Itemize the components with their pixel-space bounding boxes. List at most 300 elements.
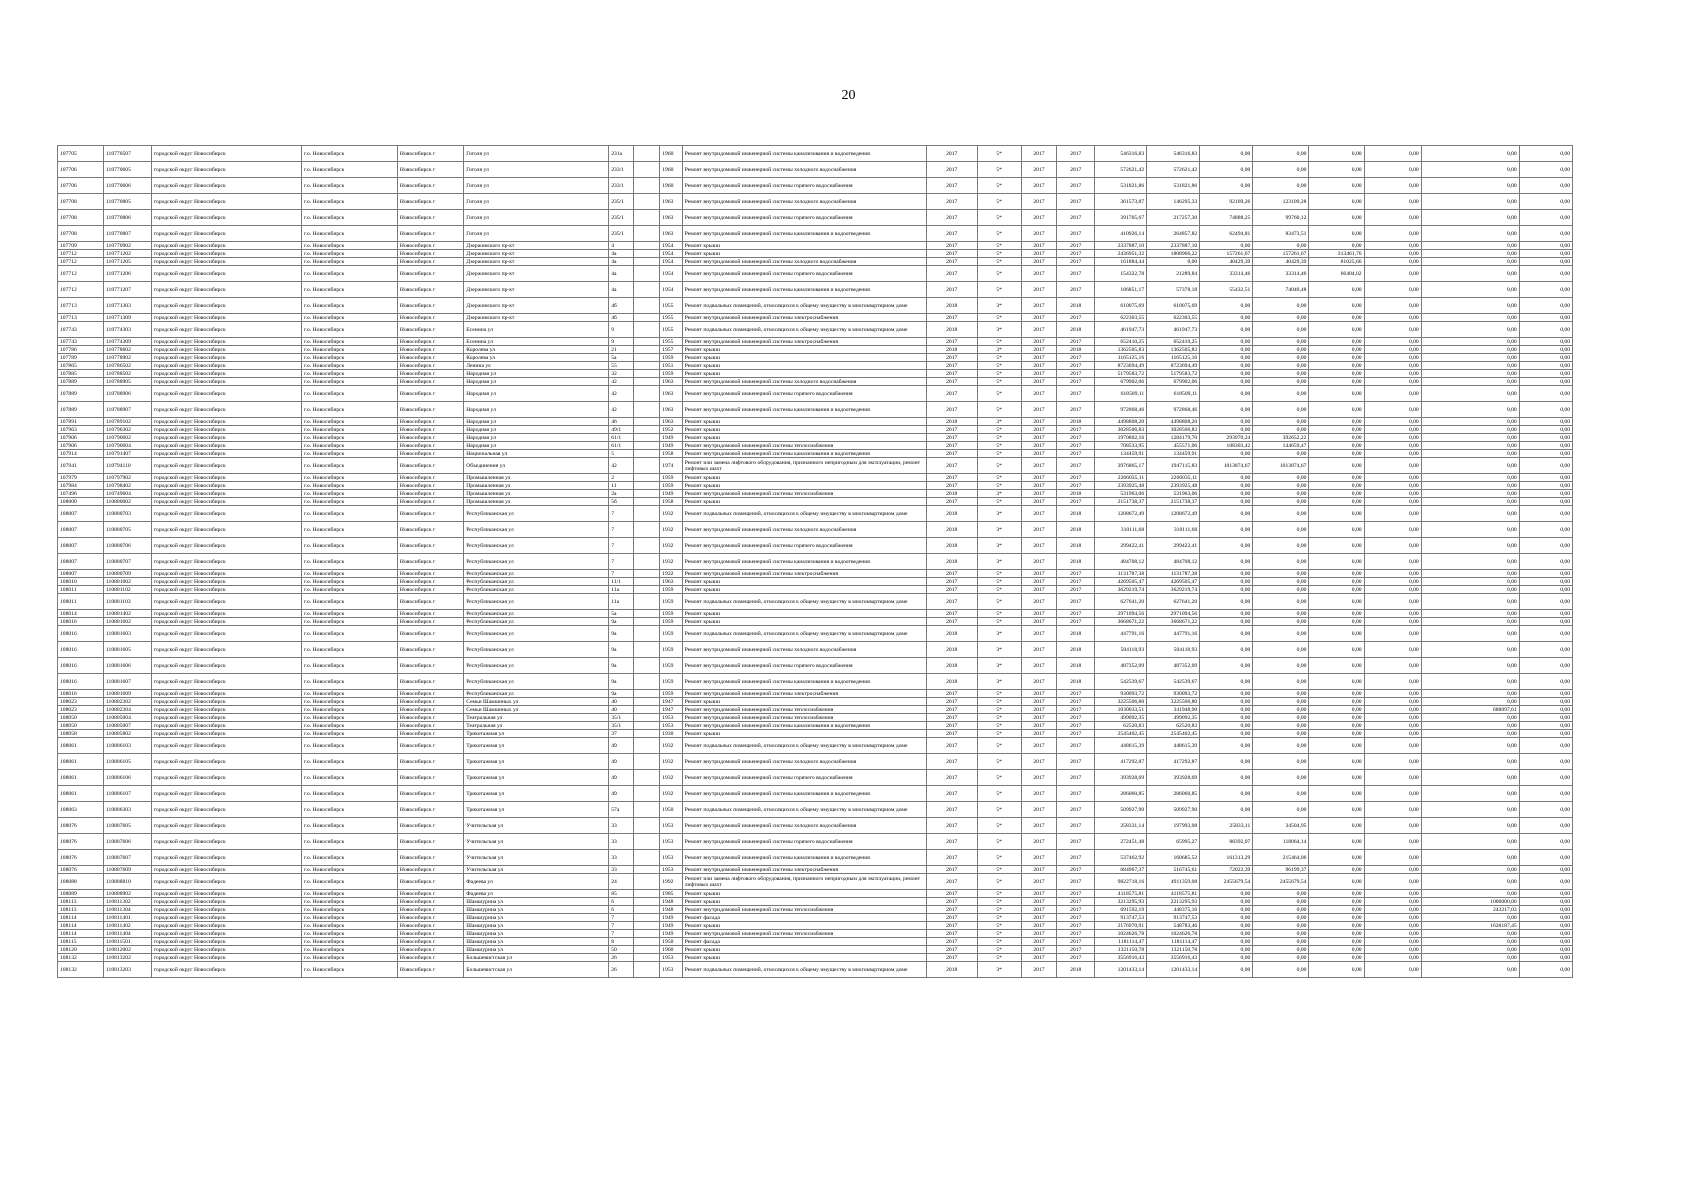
building-cell bbox=[633, 690, 660, 698]
priority-cell: 5* bbox=[977, 722, 1021, 730]
street-cell: Республиканская ул bbox=[464, 578, 609, 586]
municipality-cell: г.о. Новосибирск bbox=[301, 698, 397, 706]
reserve-funds-cell: 0,00 bbox=[1519, 578, 1572, 586]
local-funds-cell: 0,00 bbox=[1309, 178, 1364, 194]
local-funds-cell: 0,00 bbox=[1309, 586, 1364, 594]
record-id-cell: 108114 bbox=[58, 922, 104, 930]
regional-funds-cell: 2455679,54 bbox=[1253, 874, 1309, 890]
table-row bbox=[58, 722, 1573, 730]
priority-cell: 5* bbox=[977, 818, 1021, 834]
end-year-cell: 2017 bbox=[1057, 386, 1095, 402]
street-cell: Республиканская ул bbox=[464, 658, 609, 674]
end-year-cell: 2017 bbox=[1057, 282, 1095, 298]
owner-funds-cell: 622303,55 bbox=[1147, 314, 1200, 322]
regional-funds-cell: 0,00 bbox=[1253, 722, 1309, 730]
district-cell: городской округ Новосибирск bbox=[151, 946, 301, 954]
house-number-cell: 2а bbox=[609, 490, 634, 498]
year-built-cell: 1948 bbox=[660, 906, 682, 914]
work-type-cell: Ремонт подвальных помещений, относящихся к общему имуществу в многоквартирном доме bbox=[682, 594, 926, 610]
object-code-cell: 110805004 bbox=[103, 714, 151, 722]
owner-funds-cell: 2337887,10 bbox=[1147, 242, 1200, 250]
city-cell: Новосибирск г bbox=[397, 322, 463, 338]
reserve-funds-cell: 0,00 bbox=[1519, 458, 1572, 474]
regional-funds-cell: 0,00 bbox=[1253, 538, 1309, 554]
total-cost-cell: 1181114,47 bbox=[1095, 938, 1147, 946]
year-built-cell: 1963 bbox=[660, 402, 682, 418]
year-built-cell: 1949 bbox=[660, 930, 682, 938]
object-code-cell: 110798402 bbox=[103, 482, 151, 490]
street-cell: Шамшурина ул bbox=[464, 946, 609, 954]
building-cell bbox=[633, 930, 660, 938]
record-id-cell: 108115 bbox=[58, 938, 104, 946]
total-cost-cell: 627641,20 bbox=[1095, 594, 1147, 610]
work-type-cell: Ремонт крыши bbox=[682, 946, 926, 954]
record-id-cell: 108014 bbox=[58, 610, 104, 618]
start-year-cell: 2017 bbox=[1021, 730, 1057, 738]
house-number-cell: 235/1 bbox=[609, 194, 634, 210]
regional-funds-cell: 392652,22 bbox=[1253, 434, 1309, 442]
city-cell: Новосибирск г bbox=[397, 738, 463, 754]
work-type-cell: Ремонт подвальных помещений, относящихся к общему имуществу в многоквартирном доме bbox=[682, 802, 926, 818]
priority-cell: 5* bbox=[977, 754, 1021, 770]
table-row bbox=[58, 146, 1573, 162]
year-built-cell: 1963 bbox=[660, 194, 682, 210]
municipality-cell: г.о. Новосибирск bbox=[301, 474, 397, 482]
other-funds-cell: 0,00 bbox=[1364, 282, 1421, 298]
local-funds-cell: 0,00 bbox=[1309, 714, 1364, 722]
start-year-cell: 2017 bbox=[1021, 458, 1057, 474]
local-funds-cell: 0,00 bbox=[1309, 938, 1364, 946]
federal-funds-cell: 0,00 bbox=[1200, 498, 1253, 506]
city-cell: Новосибирск г bbox=[397, 226, 463, 242]
owner-funds-cell: 1284179,70 bbox=[1147, 434, 1200, 442]
additional-funds-cell: 0,00 bbox=[1421, 698, 1519, 706]
priority-cell: 5* bbox=[977, 714, 1021, 722]
city-cell: Новосибирск г bbox=[397, 442, 463, 450]
municipality-cell: г.о. Новосибирск bbox=[301, 730, 397, 738]
record-id-cell: 108061 bbox=[58, 754, 104, 770]
city-cell: Новосибирск г bbox=[397, 490, 463, 498]
federal-funds-cell: 0,00 bbox=[1200, 570, 1253, 578]
municipality-cell: г.о. Новосибирск bbox=[301, 314, 397, 322]
table-row bbox=[58, 914, 1573, 922]
priority-cell: 3* bbox=[977, 322, 1021, 338]
object-code-cell: 110786502 bbox=[103, 362, 151, 370]
total-cost-cell: 679902,06 bbox=[1095, 378, 1147, 386]
end-year-cell: 2017 bbox=[1057, 570, 1095, 578]
other-funds-cell: 0,00 bbox=[1364, 474, 1421, 482]
start-year-cell: 2017 bbox=[1021, 266, 1057, 282]
work-type-cell: Ремонт внутридомовой инженерной системы горячего водоснабжения bbox=[682, 266, 926, 282]
year-built-cell: 1959 bbox=[660, 658, 682, 674]
work-type-cell: Ремонт внутридомовой инженерной системы электроснабжения bbox=[682, 314, 926, 322]
priority-cell: 5* bbox=[977, 210, 1021, 226]
regional-funds-cell: 0,00 bbox=[1253, 714, 1309, 722]
planned-year-cell: 2018 bbox=[926, 490, 977, 498]
end-year-cell: 2017 bbox=[1057, 498, 1095, 506]
regional-funds-cell: 0,00 bbox=[1253, 690, 1309, 698]
reserve-funds-cell: 0,00 bbox=[1519, 594, 1572, 610]
municipality-cell: г.о. Новосибирск bbox=[301, 338, 397, 346]
house-number-cell: 235/1 bbox=[609, 210, 634, 226]
regional-funds-cell: 0,00 bbox=[1253, 362, 1309, 370]
year-built-cell: 1947 bbox=[660, 698, 682, 706]
building-cell bbox=[633, 802, 660, 818]
local-funds-cell: 0,00 bbox=[1309, 322, 1364, 338]
year-built-cell: 1957 bbox=[660, 346, 682, 354]
total-cost-cell: 691592,19 bbox=[1095, 906, 1147, 914]
end-year-cell: 2018 bbox=[1057, 522, 1095, 538]
federal-funds-cell: 157261,67 bbox=[1200, 250, 1253, 258]
end-year-cell: 2018 bbox=[1057, 418, 1095, 426]
street-cell: Гоголя ул bbox=[464, 210, 609, 226]
total-cost-cell: 391705,67 bbox=[1095, 210, 1147, 226]
city-cell: Новосибирск г bbox=[397, 722, 463, 730]
owner-funds-cell: 62520,83 bbox=[1147, 722, 1200, 730]
object-code-cell: 110800002 bbox=[103, 498, 151, 506]
municipality-cell: г.о. Новосибирск bbox=[301, 178, 397, 194]
local-funds-cell: 0,00 bbox=[1309, 738, 1364, 754]
regional-funds-cell: 33314,46 bbox=[1253, 266, 1309, 282]
additional-funds-cell: 0,00 bbox=[1421, 426, 1519, 434]
year-built-cell: 1960 bbox=[660, 946, 682, 954]
district-cell: городской округ Новосибирск bbox=[151, 418, 301, 426]
owner-funds-cell: 160685,52 bbox=[1147, 850, 1200, 866]
local-funds-cell: 0,00 bbox=[1309, 930, 1364, 938]
building-cell bbox=[633, 226, 660, 242]
additional-funds-cell: 0,00 bbox=[1421, 282, 1519, 298]
work-type-cell: Ремонт внутридомовой инженерной системы горячего водоснабжения bbox=[682, 210, 926, 226]
priority-cell: 5* bbox=[977, 914, 1021, 922]
other-funds-cell: 0,00 bbox=[1364, 738, 1421, 754]
record-id-cell: 107865 bbox=[58, 362, 104, 370]
owner-funds-cell: 972868,46 bbox=[1147, 402, 1200, 418]
total-cost-cell: 417292,87 bbox=[1095, 754, 1147, 770]
street-cell: Дзержинского пр-кт bbox=[464, 242, 609, 250]
municipality-cell: г.о. Новосибирск bbox=[301, 482, 397, 490]
owner-funds-cell: 2213295,93 bbox=[1147, 898, 1200, 906]
end-year-cell: 2017 bbox=[1057, 146, 1095, 162]
reserve-funds-cell: 0,00 bbox=[1519, 258, 1572, 266]
end-year-cell: 2017 bbox=[1057, 690, 1095, 698]
year-built-cell: 1932 bbox=[660, 754, 682, 770]
regional-funds-cell: 0,00 bbox=[1253, 378, 1309, 386]
year-built-cell: 1930 bbox=[660, 730, 682, 738]
owner-funds-cell: 504118,93 bbox=[1147, 642, 1200, 658]
municipality-cell: г.о. Новосибирск bbox=[301, 498, 397, 506]
table-row bbox=[58, 482, 1573, 490]
house-number-cell: 42 bbox=[609, 378, 634, 386]
federal-funds-cell: 0,00 bbox=[1200, 418, 1253, 426]
start-year-cell: 2017 bbox=[1021, 738, 1057, 754]
priority-cell: 3* bbox=[977, 554, 1021, 570]
record-id-cell: 108132 bbox=[58, 962, 104, 978]
record-id-cell: 107885 bbox=[58, 370, 104, 378]
house-number-cell: 7 bbox=[609, 914, 634, 922]
object-code-cell: 110771207 bbox=[103, 282, 151, 298]
other-funds-cell: 0,00 bbox=[1364, 906, 1421, 914]
street-cell: Трикотажная ул bbox=[464, 754, 609, 770]
additional-funds-cell: 0,00 bbox=[1421, 418, 1519, 426]
district-cell: городской округ Новосибирск bbox=[151, 442, 301, 450]
building-cell bbox=[633, 338, 660, 346]
total-cost-cell: 1208672,49 bbox=[1095, 506, 1147, 522]
year-built-cell: 1959 bbox=[660, 642, 682, 658]
object-code-cell: 110788906 bbox=[103, 386, 151, 402]
additional-funds-cell: 0,00 bbox=[1421, 834, 1519, 850]
district-cell: городской округ Новосибирск bbox=[151, 578, 301, 586]
record-id-cell: 108016 bbox=[58, 618, 104, 626]
municipality-cell: г.о. Новосибирск bbox=[301, 722, 397, 730]
city-cell: Новосибирск г bbox=[397, 178, 463, 194]
reserve-funds-cell: 0,00 bbox=[1519, 906, 1572, 914]
record-id-cell: 108061 bbox=[58, 770, 104, 786]
municipality-cell: г.о. Новосибирск bbox=[301, 962, 397, 978]
year-built-cell: 1950 bbox=[660, 938, 682, 946]
local-funds-cell: 0,00 bbox=[1309, 570, 1364, 578]
end-year-cell: 2017 bbox=[1057, 442, 1095, 450]
regional-funds-cell: 0,00 bbox=[1253, 770, 1309, 786]
city-cell: Новосибирск г bbox=[397, 266, 463, 282]
district-cell: городской округ Новосибирск bbox=[151, 370, 301, 378]
year-built-cell: 1959 bbox=[660, 354, 682, 362]
additional-funds-cell: 0,00 bbox=[1421, 818, 1519, 834]
district-cell: городской округ Новосибирск bbox=[151, 874, 301, 890]
additional-funds-cell: 0,00 bbox=[1421, 786, 1519, 802]
federal-funds-cell: 0,00 bbox=[1200, 618, 1253, 626]
additional-funds-cell: 0,00 bbox=[1421, 674, 1519, 690]
house-number-cell: 231а bbox=[609, 146, 634, 162]
house-number-cell: 5а bbox=[609, 354, 634, 362]
regional-funds-cell: 0,00 bbox=[1253, 906, 1309, 914]
table-row bbox=[58, 738, 1573, 754]
year-built-cell: 1950 bbox=[660, 802, 682, 818]
municipality-cell: г.о. Новосибирск bbox=[301, 626, 397, 642]
street-cell: Шамшурина ул bbox=[464, 906, 609, 914]
record-id-cell: 107963 bbox=[58, 426, 104, 434]
priority-cell: 5* bbox=[977, 266, 1021, 282]
total-cost-cell: 930093,72 bbox=[1095, 690, 1147, 698]
owner-funds-cell: 448615,39 bbox=[1147, 738, 1200, 754]
start-year-cell: 2017 bbox=[1021, 698, 1057, 706]
additional-funds-cell: 0,00 bbox=[1421, 442, 1519, 450]
table-row bbox=[58, 522, 1573, 538]
regional-funds-cell: 0,00 bbox=[1253, 618, 1309, 626]
object-code-cell: 110749604 bbox=[103, 490, 151, 498]
record-id-cell: 107914 bbox=[58, 450, 104, 458]
planned-year-cell: 2017 bbox=[926, 802, 977, 818]
other-funds-cell: 0,00 bbox=[1364, 674, 1421, 690]
planned-year-cell: 2018 bbox=[926, 506, 977, 522]
planned-year-cell: 2017 bbox=[926, 426, 977, 434]
object-code-cell: 110805007 bbox=[103, 722, 151, 730]
local-funds-cell: 0,00 bbox=[1309, 946, 1364, 954]
federal-funds-cell: 0,00 bbox=[1200, 730, 1253, 738]
federal-funds-cell: 0,00 bbox=[1200, 506, 1253, 522]
work-type-cell: Ремонт фасада bbox=[682, 938, 926, 946]
total-cost-cell: 3629219,74 bbox=[1095, 586, 1147, 594]
additional-funds-cell: 0,00 bbox=[1421, 506, 1519, 522]
building-cell bbox=[633, 698, 660, 706]
object-code-cell: 110811304 bbox=[103, 906, 151, 914]
record-id-cell: 107713 bbox=[58, 314, 104, 322]
municipality-cell: г.о. Новосибирск bbox=[301, 770, 397, 786]
street-cell: Народная ул bbox=[464, 434, 609, 442]
planned-year-cell: 2017 bbox=[926, 738, 977, 754]
federal-funds-cell: 0,00 bbox=[1200, 242, 1253, 250]
additional-funds-cell: 0,00 bbox=[1421, 586, 1519, 594]
building-cell bbox=[633, 474, 660, 482]
city-cell: Новосибирск г bbox=[397, 378, 463, 386]
start-year-cell: 2017 bbox=[1021, 258, 1057, 266]
municipality-cell: г.о. Новосибирск bbox=[301, 874, 397, 890]
house-number-cell: 6 bbox=[609, 898, 634, 906]
street-cell: Республиканская ул bbox=[464, 690, 609, 698]
table-row bbox=[58, 946, 1573, 954]
district-cell: городской округ Новосибирск bbox=[151, 834, 301, 850]
planned-year-cell: 2017 bbox=[926, 930, 977, 938]
start-year-cell: 2017 bbox=[1021, 194, 1057, 210]
total-cost-cell: 618509,11 bbox=[1095, 386, 1147, 402]
house-number-cell: 11а bbox=[609, 586, 634, 594]
planned-year-cell: 2017 bbox=[926, 434, 977, 442]
total-cost-cell: 1030033,51 bbox=[1095, 706, 1147, 714]
object-code-cell: 110806303 bbox=[103, 802, 151, 818]
local-funds-cell: 0,00 bbox=[1309, 642, 1364, 658]
regional-funds-cell: 1013874,67 bbox=[1253, 458, 1309, 474]
regional-funds-cell: 0,00 bbox=[1253, 354, 1309, 362]
table-row bbox=[58, 386, 1573, 402]
total-cost-cell: 5179583,72 bbox=[1095, 370, 1147, 378]
regional-funds-cell: 0,00 bbox=[1253, 802, 1309, 818]
other-funds-cell: 0,00 bbox=[1364, 506, 1421, 522]
record-id-cell: 108076 bbox=[58, 834, 104, 850]
regional-funds-cell: 99760,12 bbox=[1253, 210, 1309, 226]
priority-cell: 3* bbox=[977, 674, 1021, 690]
work-type-cell: Ремонт фасада bbox=[682, 914, 926, 922]
municipality-cell: г.о. Новосибирск bbox=[301, 210, 397, 226]
municipality-cell: г.о. Новосибирск bbox=[301, 250, 397, 258]
planned-year-cell: 2017 bbox=[926, 754, 977, 770]
additional-funds-cell: 0,00 bbox=[1421, 314, 1519, 322]
end-year-cell: 2018 bbox=[1057, 962, 1095, 978]
municipality-cell: г.о. Новосибирск bbox=[301, 434, 397, 442]
record-id-cell: 108007 bbox=[58, 570, 104, 578]
total-cost-cell: 546316,83 bbox=[1095, 146, 1147, 162]
district-cell: городской округ Новосибирск bbox=[151, 818, 301, 834]
priority-cell: 5* bbox=[977, 930, 1021, 938]
other-funds-cell: 0,00 bbox=[1364, 962, 1421, 978]
record-id-cell: 108114 bbox=[58, 914, 104, 922]
district-cell: городской округ Новосибирск bbox=[151, 722, 301, 730]
city-cell: Новосибирск г bbox=[397, 906, 463, 914]
total-cost-cell: 1201433,14 bbox=[1095, 962, 1147, 978]
reserve-funds-cell: 0,00 bbox=[1519, 370, 1572, 378]
planned-year-cell: 2017 bbox=[926, 938, 977, 946]
house-number-cell: 233/1 bbox=[609, 162, 634, 178]
priority-cell: 5* bbox=[977, 730, 1021, 738]
table-row bbox=[58, 658, 1573, 674]
table-row bbox=[58, 242, 1573, 250]
building-cell bbox=[633, 610, 660, 618]
house-number-cell: 9а bbox=[609, 674, 634, 690]
year-built-cell: 1963 bbox=[660, 226, 682, 242]
total-cost-cell: 972868,46 bbox=[1095, 402, 1147, 418]
object-code-cell: 110801607 bbox=[103, 674, 151, 690]
reserve-funds-cell: 0,00 bbox=[1519, 898, 1572, 906]
house-number-cell: 26 bbox=[609, 954, 634, 962]
federal-funds-cell: 0,00 bbox=[1200, 162, 1253, 178]
work-type-cell: Ремонт внутридомовой инженерной системы электроснабжения bbox=[682, 570, 926, 578]
additional-funds-cell: 0,00 bbox=[1421, 258, 1519, 266]
street-cell: Учительская ул bbox=[464, 834, 609, 850]
regional-funds-cell: 0,00 bbox=[1253, 938, 1309, 946]
municipality-cell: г.о. Новосибирск bbox=[301, 906, 397, 914]
other-funds-cell: 0,00 bbox=[1364, 930, 1421, 938]
start-year-cell: 2017 bbox=[1021, 674, 1057, 690]
start-year-cell: 2017 bbox=[1021, 146, 1057, 162]
other-funds-cell: 0,00 bbox=[1364, 338, 1421, 346]
owner-funds-cell: 65995,27 bbox=[1147, 834, 1200, 850]
record-id-cell: 107713 bbox=[58, 298, 104, 314]
table-row bbox=[58, 258, 1573, 266]
building-cell bbox=[633, 818, 660, 834]
regional-funds-cell: 0,00 bbox=[1253, 498, 1309, 506]
end-year-cell: 2017 bbox=[1057, 714, 1095, 722]
priority-cell: 3* bbox=[977, 962, 1021, 978]
priority-cell: 5* bbox=[977, 922, 1021, 930]
federal-funds-cell: 1013874,67 bbox=[1200, 458, 1253, 474]
local-funds-cell: 0,00 bbox=[1309, 874, 1364, 890]
start-year-cell: 2017 bbox=[1021, 722, 1057, 730]
district-cell: городской округ Новосибирск bbox=[151, 450, 301, 458]
district-cell: городской округ Новосибирск bbox=[151, 250, 301, 258]
federal-funds-cell: 0,00 bbox=[1200, 450, 1253, 458]
owner-funds-cell: 3028506,83 bbox=[1147, 426, 1200, 434]
municipality-cell: г.о. Новосибирск bbox=[301, 818, 397, 834]
work-type-cell: Ремонт или замена лифтового оборудования, признанного непригодным для эксплуатации, ремонт лифтовых шахт bbox=[682, 874, 926, 890]
year-built-cell: 1953 bbox=[660, 714, 682, 722]
regional-funds-cell: 0,00 bbox=[1253, 418, 1309, 426]
owner-funds-cell: 546316,83 bbox=[1147, 146, 1200, 162]
planned-year-cell: 2017 bbox=[926, 250, 977, 258]
municipality-cell: г.о. Новосибирск bbox=[301, 162, 397, 178]
local-funds-cell: 0,00 bbox=[1309, 474, 1364, 482]
local-funds-cell: 66404,02 bbox=[1309, 266, 1364, 282]
other-funds-cell: 0,00 bbox=[1364, 578, 1421, 586]
record-id-cell: 108114 bbox=[58, 930, 104, 938]
record-id-cell: 108050 bbox=[58, 722, 104, 730]
reserve-funds-cell: 0,00 bbox=[1519, 474, 1572, 482]
year-built-cell: 1932 bbox=[660, 554, 682, 570]
priority-cell: 5* bbox=[977, 402, 1021, 418]
additional-funds-cell: 0,00 bbox=[1421, 450, 1519, 458]
additional-funds-cell: 0,00 bbox=[1421, 498, 1519, 506]
end-year-cell: 2018 bbox=[1057, 642, 1095, 658]
reserve-funds-cell: 0,00 bbox=[1519, 442, 1572, 450]
other-funds-cell: 0,00 bbox=[1364, 354, 1421, 362]
planned-year-cell: 2017 bbox=[926, 922, 977, 930]
city-cell: Новосибирск г bbox=[397, 802, 463, 818]
capital-repair-table bbox=[57, 145, 1573, 978]
object-code-cell: 110802304 bbox=[103, 706, 151, 714]
table-row bbox=[58, 586, 1573, 594]
priority-cell: 5* bbox=[977, 474, 1021, 482]
planned-year-cell: 2018 bbox=[926, 658, 977, 674]
table-row bbox=[58, 706, 1573, 714]
work-type-cell: Ремонт внутридомовой инженерной системы канализования и водоотведения bbox=[682, 554, 926, 570]
other-funds-cell: 0,00 bbox=[1364, 850, 1421, 866]
